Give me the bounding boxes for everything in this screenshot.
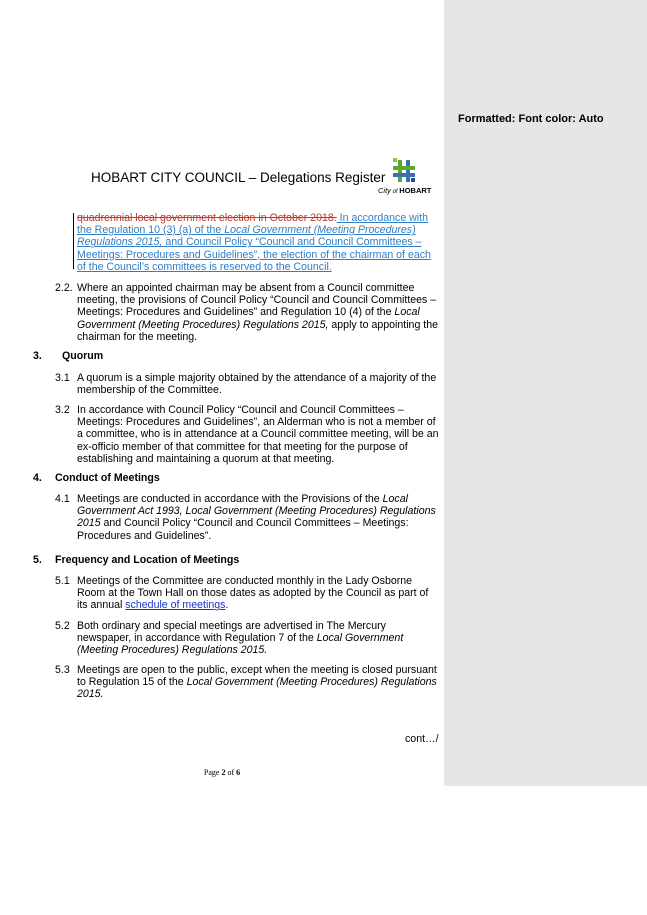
paragraph-3-2: In accordance with Council Policy “Council and Council Committees – Meetings: Procedures and Guidelines”, an Alderman who is not a member of a committee, who is in attendance at a Council committee meeting, will be an ex-officio member of that committee for that meeting for the purpose of establishing and maintaining a quorum at that meeting. [77,404,439,465]
paragraph-5-1: Meetings of the Committee are conducted monthly in the Lady Osborne Room at the Town Hall on those dates as adopted by the Council as part of its annual schedule of meetings. [77,575,429,612]
item-number: 5.3 [55,664,70,676]
section-number: 4. [33,472,42,484]
section-heading-conduct: Conduct of Meetings [55,472,160,484]
intro-paragraph: quadrennial local government election in October 2018. In accordance with the Regulation 10 (3) (a) of the Local Government (Meeting Procedures) Regulations 2015, and Council Policy “Council and Council Committees – Meetings: Procedures and Guidelines”, the election of the chairman of each of the Council’s committees is reserved to the Council. [77,212,431,273]
schedule-of-meetings-link[interactable]: schedule of meetings [125,599,226,612]
section-heading-frequency: Frequency and Location of Meetings [55,554,240,566]
deleted-text: quadrennial local government election in October 2018. [77,212,337,224]
item-number: 5.2 [55,620,70,632]
change-bar [73,213,74,269]
item-number: 3.2 [55,404,70,416]
page-footer: Page 2 of 6 [203,768,241,777]
section-heading-quorum: Quorum [62,350,104,362]
paragraph-5-2: Both ordinary and special meetings are advertised in The Mercury newspaper, in accordance with Regulation 7 of the Local Government (Meeting Procedures) Regulations 2015. [77,620,404,657]
paragraph-3-1: A quorum is a simple majority obtained by the attendance of a majority of the membership of the Committee. [77,372,437,397]
inserted-text: In accordance with the Regulation 10 (3) (a) of the [77,212,428,237]
logo-wordmark: City of HOBART [378,186,432,195]
item-number: 3.1 [55,372,70,384]
comment-formatting-note[interactable]: Formatted: Font color: Auto [458,113,604,125]
item-number: 2.2. [55,282,73,294]
item-number: 5.1 [55,575,70,587]
paragraph-2-2: Where an appointed chairman may be absent from a Council committee meeting, the provisions of Council Policy “Council and Council Committees – Meetings: Procedures and Guidelines” and Regulation 10 (4) of the Local Government (Meeting Procedures) Regulations 2015, apply to appointing the chairman for the meeting. [77,282,439,343]
continuation-marker: cont…/ [405,733,439,745]
page-header-title: HOBART CITY COUNCIL – Delegations Register [91,170,386,185]
section-number: 3. [33,350,42,362]
paragraph-5-3: Meetings are open to the public, except when the meeting is closed pursuant to Regulation 15 of the Local Government (Meeting Procedures) Regulations 2015. [77,664,437,701]
item-number: 4.1 [55,493,70,505]
section-number: 5. [33,554,42,566]
paragraph-4-1: Meetings are conducted in accordance with the Provisions of the Local Government Act 1993, Local Government (Meeting Procedures) Regulations 2015 and Council Policy “Council and Council Committees – Meetings: Procedures and Guidelines”. [77,493,436,542]
